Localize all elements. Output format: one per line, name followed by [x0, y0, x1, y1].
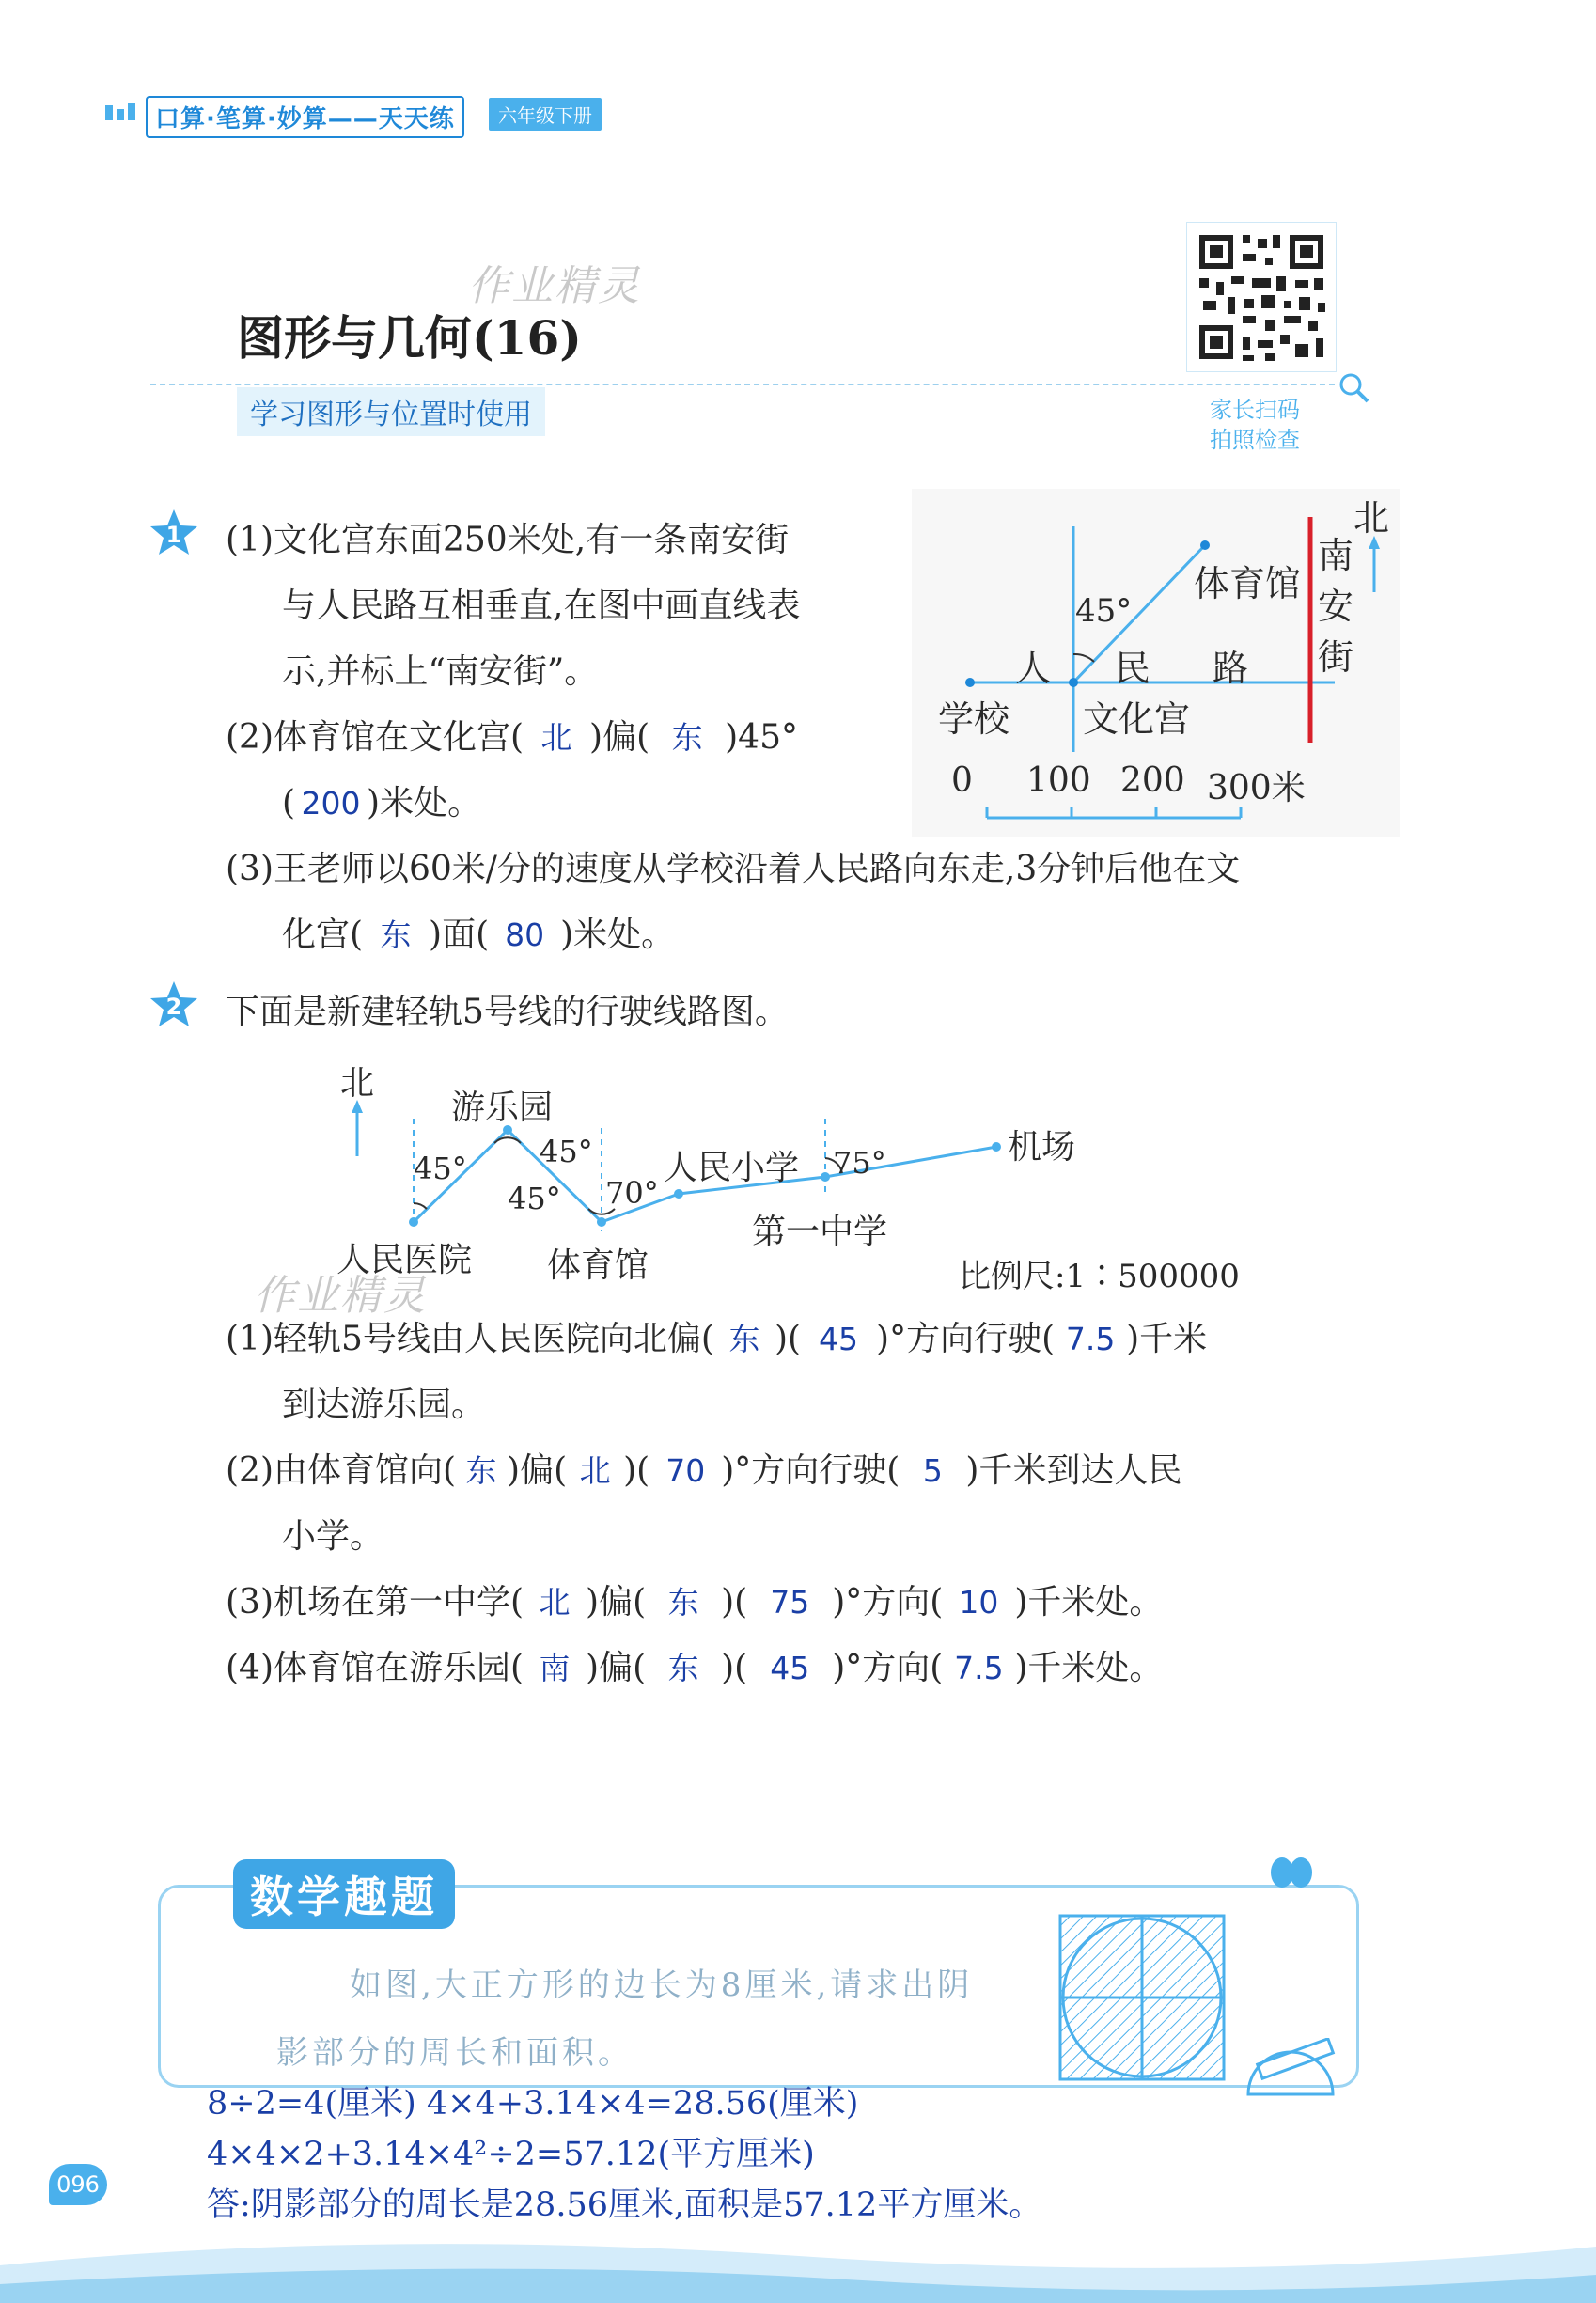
- q2-angle-label: 45°: [414, 1151, 467, 1186]
- solution-line1: 8÷2=4(厘米) 4×4+3.14×4=28.56(厘米): [207, 2085, 859, 2123]
- q2-scale-label: 比例尺:1∶500000: [959, 1258, 1240, 1295]
- answer-blank[interactable]: 7.5: [954, 1650, 1004, 1686]
- watermark-mid: 作业精灵: [254, 1272, 427, 1320]
- math-fun-title: 数学趣题: [233, 1859, 455, 1929]
- answer-blank[interactable]: 45: [770, 1650, 810, 1686]
- qr-code[interactable]: [1186, 222, 1337, 372]
- header-icon: [103, 102, 141, 124]
- lesson-title: 图形与几何(16): [237, 310, 582, 366]
- q2-intro: 下面是新建轻轨5号线的行驶线路图。: [226, 993, 789, 1031]
- grade-label: 六年级下册: [489, 98, 602, 131]
- qr-caption-line2: 拍照检查: [1210, 427, 1300, 453]
- answer-blank[interactable]: 70: [665, 1452, 706, 1489]
- q1-road-char: 民: [1115, 648, 1151, 689]
- question-2-number: 2: [165, 994, 182, 1020]
- answer-blank[interactable]: 东: [380, 916, 412, 953]
- qr-caption: [1194, 395, 1316, 455]
- answer-blank[interactable]: 东: [465, 1452, 497, 1489]
- answer-blank[interactable]: 东: [667, 1584, 699, 1621]
- q1-street-char: 街: [1318, 636, 1354, 678]
- question-1-badge: [149, 508, 199, 558]
- q1-part3-line1: (3)王老师以60米/分的速度从学校沿着人民路向东走,3分钟后他在文: [226, 850, 1241, 888]
- q1-street-char: 安: [1318, 586, 1354, 627]
- answer-blank[interactable]: 10: [959, 1584, 999, 1621]
- q2-part2-line1: (2)由体育馆向( 东 )偏( 北 )( 70 )°方向行驶( 5 )千米到达人民: [226, 1449, 1181, 1493]
- q2-station-label: 人民医院: [336, 1241, 473, 1279]
- search-icon: [1338, 372, 1370, 404]
- answer-blank[interactable]: 东: [728, 1321, 760, 1357]
- answer-blank[interactable]: 北: [579, 1452, 611, 1489]
- q1-stadium-label: 体育馆: [1194, 563, 1302, 604]
- q1-part2-line1: (2)体育馆在文化宫( 北 )偏( 东 )45°: [226, 716, 798, 760]
- page-number: 096: [49, 2164, 107, 2205]
- answer-blank[interactable]: 80: [505, 916, 545, 953]
- q2-part1-line2: 到达游乐园。: [282, 1386, 486, 1424]
- question-1-number: 1: [165, 522, 182, 548]
- q2-part3-line: (3)机场在第一中学( 北 )偏( 东 )( 75 )°方向( 10 )千米处。: [226, 1581, 1163, 1624]
- q1-road-char: 路: [1213, 648, 1249, 689]
- q2-north-label: 北: [340, 1064, 375, 1103]
- qr-caption-line1: 家长扫码: [1210, 397, 1300, 423]
- ruler-protractor-icon: [1239, 2038, 1342, 2104]
- q1-part3-line2: 化宫( 东 )面( 80 )米处。: [282, 914, 675, 957]
- answer-blank[interactable]: 200: [301, 785, 361, 822]
- math-fun-text-line2: 影部分的周长和面积。: [276, 2034, 634, 2072]
- solution-line2: 4×4×2+3.14×4²÷2=57.12(平方厘米): [207, 2136, 815, 2173]
- q2-station-label: 第一中学: [752, 1213, 888, 1251]
- answer-blank[interactable]: 7.5: [1065, 1321, 1116, 1357]
- q1-street-char: 南: [1318, 535, 1354, 576]
- q1-school-label: 学校: [938, 698, 1010, 740]
- q1-palace-label: 文化宫: [1083, 698, 1191, 740]
- answer-blank[interactable]: 北: [540, 719, 572, 756]
- series-title: 口算·笔算·妙算——天天练: [146, 96, 464, 138]
- answer-blank[interactable]: 5: [922, 1452, 943, 1489]
- answer-blank[interactable]: 东: [671, 719, 703, 756]
- solution-line3: 答:阴影部分的周长是28.56厘米,面积是57.12平方厘米。: [207, 2186, 1042, 2224]
- q2-station-label: 体育馆: [547, 1246, 649, 1285]
- q2-station-label: 机场: [1008, 1128, 1076, 1167]
- answer-blank[interactable]: 南: [539, 1650, 571, 1686]
- q1-scale-tick: 200: [1120, 761, 1185, 800]
- butterfly-icon: [1269, 1854, 1314, 1891]
- lesson-subtitle: 学习图形与位置时使用: [237, 387, 545, 436]
- q1-angle-label: 45°: [1075, 592, 1133, 630]
- q1-scale-tick: 100: [1026, 761, 1091, 800]
- q1-north-label: 北: [1353, 497, 1390, 539]
- q2-part4-line: (4)体育馆在游乐园( 南 )偏( 东 )( 45 )°方向( 7.5 )千米处。: [226, 1647, 1163, 1690]
- q2-angle-label: 45°: [508, 1181, 561, 1216]
- answer-blank[interactable]: 北: [539, 1584, 571, 1621]
- answer-blank[interactable]: 东: [667, 1650, 699, 1686]
- footer-wave: [0, 2228, 1596, 2303]
- math-fun-text-line1: 如图,大正方形的边长为8厘米,请求出阴: [350, 1966, 974, 2004]
- q1-part1-line1: (1)文化宫东面250米处,有一条南安街: [226, 521, 790, 559]
- q2-part1-line1: (1)轻轨5号线由人民医院向北偏( 东 )( 45 )°方向行驶( 7.5 )千米: [226, 1318, 1207, 1361]
- shaded-square-figure: [1058, 1914, 1226, 2081]
- q2-angle-label: 45°: [540, 1134, 593, 1169]
- q1-part2-line2: ( 200 )米处。: [282, 782, 481, 825]
- q2-angle-label: 75°: [833, 1145, 886, 1181]
- q2-part2-line2: 小学。: [282, 1517, 384, 1556]
- q2-station-label: 人民小学: [664, 1149, 800, 1187]
- q1-road-char: 人: [1015, 648, 1052, 689]
- title-divider: [150, 384, 1335, 385]
- watermark-top: 作业精灵: [468, 262, 641, 310]
- q1-scale-tick: 0: [951, 761, 973, 800]
- question-2-badge: [149, 979, 199, 1030]
- q2-station-label: 游乐园: [451, 1089, 554, 1127]
- q1-part1-line3: 示,并标上“南安街”。: [282, 652, 599, 691]
- answer-blank[interactable]: 45: [819, 1321, 859, 1357]
- q1-part1-line2: 与人民路互相垂直,在图中画直线表: [282, 587, 801, 625]
- answer-blank[interactable]: 75: [770, 1584, 810, 1621]
- q2-angle-label: 70°: [605, 1175, 659, 1211]
- q1-scale-tick: 300米: [1207, 769, 1306, 807]
